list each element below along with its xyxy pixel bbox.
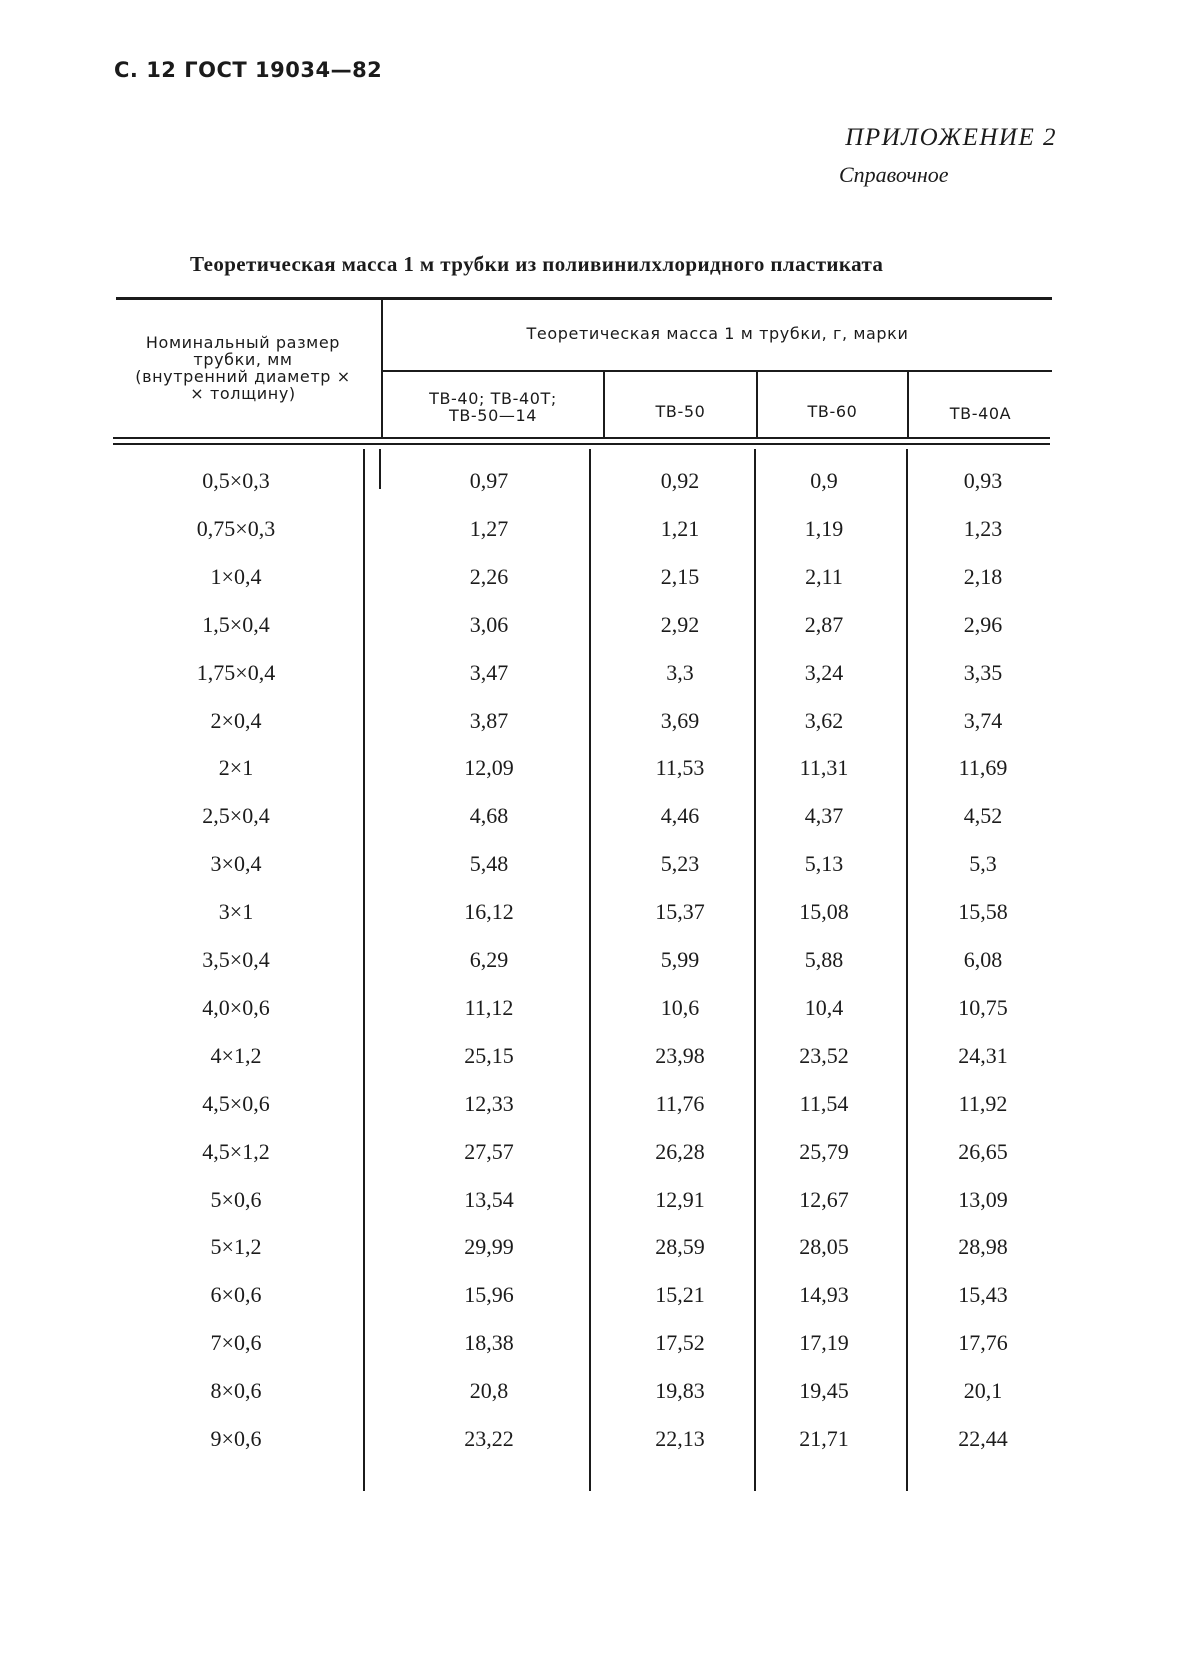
row-mass-cell: 19,83 — [655, 1378, 705, 1404]
row-mass-cell: 28,59 — [655, 1234, 705, 1260]
column-header-tv40 — [383, 390, 603, 424]
row-mass-cell: 15,43 — [958, 1282, 1008, 1308]
mass-header-rule — [383, 370, 1052, 372]
row-size-cell: 2,5×0,4 — [202, 803, 270, 829]
row-mass-cell: 1,19 — [804, 515, 844, 541]
row-mass-cell: 1,23 — [963, 515, 1003, 541]
row-mass-cell: 10,4 — [804, 994, 844, 1020]
row-mass-cell: 2,18 — [963, 563, 1003, 589]
column-divider-5-body — [906, 449, 908, 1491]
row-mass-cell: 0,92 — [660, 468, 700, 493]
row-mass-cell: 10,6 — [660, 994, 700, 1020]
row-mass-cell: 13,09 — [958, 1186, 1008, 1212]
row-mass-cell: 5,88 — [804, 947, 844, 972]
row-size-cell: 3,5×0,4 — [202, 947, 270, 972]
size-header-line: Номинальный размер — [145, 333, 341, 352]
row-mass-cell: 5,48 — [469, 851, 509, 877]
row-mass-cell: 4,46 — [660, 803, 700, 829]
row-size-cell: 2×0,4 — [210, 707, 262, 733]
row-mass-cell: 17,52 — [655, 1330, 705, 1356]
row-mass-cell: 11,12 — [464, 994, 514, 1020]
row-mass-cell: 3,3 — [666, 659, 694, 685]
column-header-line: ТВ-50—14 — [448, 406, 538, 425]
row-mass-cell: 5,13 — [804, 851, 844, 877]
row-size-cell: 8×0,6 — [210, 1378, 262, 1404]
row-mass-cell: 11,54 — [799, 1090, 849, 1116]
row-mass-cell: 27,57 — [464, 1138, 514, 1164]
row-mass-cell: 4,68 — [469, 803, 509, 829]
row-mass-cell: 2,11 — [805, 563, 843, 589]
row-size-cell: 1×0,4 — [210, 563, 262, 589]
row-mass-cell: 1,27 — [469, 515, 509, 541]
row-mass-cell: 5,23 — [660, 851, 700, 877]
row-size-cell: 5×0,6 — [210, 1186, 262, 1212]
row-mass-cell: 12,33 — [464, 1090, 514, 1116]
row-mass-cell: 12,09 — [464, 755, 514, 781]
row-mass-cell: 5,99 — [660, 947, 700, 972]
row-size-cell: 2×1 — [218, 755, 254, 781]
row-mass-cell: 13,54 — [464, 1186, 514, 1212]
row-mass-cell: 10,75 — [958, 994, 1008, 1020]
row-size-cell: 3×1 — [218, 899, 254, 925]
row-mass-cell: 21,71 — [799, 1426, 849, 1451]
row-mass-cell: 6,29 — [469, 947, 509, 972]
row-size-cell: 4×1,2 — [210, 1042, 262, 1068]
row-mass-cell: 15,96 — [464, 1282, 514, 1308]
row-mass-cell: 12,91 — [655, 1186, 705, 1212]
table-top-rule — [116, 297, 1052, 300]
column-header-tv40a: ТВ-40А — [949, 404, 1012, 423]
mass-column-header: Теоретическая масса 1 м трубки, г, марки — [526, 324, 909, 343]
row-mass-cell: 3,35 — [963, 659, 1003, 685]
row-mass-cell: 11,69 — [958, 755, 1008, 781]
row-mass-cell: 2,87 — [804, 611, 844, 637]
row-mass-cell: 22,44 — [958, 1426, 1008, 1451]
row-size-cell: 6×0,6 — [210, 1282, 262, 1308]
row-mass-cell: 17,19 — [799, 1330, 849, 1356]
row-mass-cell: 6,08 — [963, 947, 1003, 972]
row-mass-cell: 15,58 — [958, 899, 1008, 925]
row-mass-cell: 2,26 — [469, 563, 509, 589]
row-mass-cell: 26,65 — [958, 1138, 1008, 1164]
column-divider-3-body — [589, 449, 591, 1491]
row-mass-cell: 28,05 — [799, 1234, 849, 1260]
row-mass-cell: 23,22 — [464, 1426, 514, 1451]
table-title: Теоретическая масса 1 м трубки из поливинилхлоридного пластиката — [190, 252, 884, 276]
row-size-cell: 7×0,6 — [210, 1330, 262, 1356]
row-mass-cell: 2,96 — [963, 611, 1003, 637]
column-divider-2-body — [363, 449, 365, 1491]
row-mass-cell: 15,37 — [655, 899, 705, 925]
row-size-cell: 0,5×0,3 — [202, 468, 270, 493]
row-mass-cell: 0,97 — [469, 468, 509, 493]
row-mass-cell: 29,99 — [464, 1234, 514, 1260]
header-bottom-rule-1 — [113, 437, 1050, 439]
row-mass-cell: 18,38 — [464, 1330, 514, 1356]
column-divider-1-body — [379, 449, 381, 489]
row-mass-cell: 11,31 — [799, 755, 849, 781]
row-size-cell: 4,5×1,2 — [202, 1138, 270, 1164]
row-mass-cell: 11,53 — [655, 755, 705, 781]
row-mass-cell: 23,52 — [799, 1042, 849, 1068]
row-mass-cell: 1,21 — [660, 515, 700, 541]
row-mass-cell: 20,1 — [963, 1378, 1003, 1404]
row-mass-cell: 3,47 — [469, 659, 509, 685]
column-header-tv60: ТВ-60 — [807, 402, 858, 421]
column-header-line: ТВ-40; ТВ-40Т; — [429, 389, 557, 408]
row-mass-cell: 0,9 — [810, 468, 838, 493]
row-size-cell: 4,5×0,6 — [202, 1090, 270, 1116]
row-size-cell: 1,75×0,4 — [196, 659, 276, 685]
row-mass-cell: 2,92 — [660, 611, 700, 637]
column-divider-4-body — [754, 449, 756, 1491]
row-mass-cell: 25,79 — [799, 1138, 849, 1164]
row-mass-cell: 28,98 — [958, 1234, 1008, 1260]
size-header-line: × толщину) — [190, 384, 296, 403]
row-mass-cell: 25,15 — [464, 1042, 514, 1068]
column-header-tv50: ТВ-50 — [655, 402, 706, 421]
row-mass-cell: 5,3 — [969, 851, 997, 877]
row-mass-cell: 15,21 — [655, 1282, 705, 1308]
appendix-subtitle: Справочное — [839, 162, 949, 187]
row-mass-cell: 14,93 — [799, 1282, 849, 1308]
row-mass-cell: 0,93 — [963, 468, 1003, 493]
row-mass-cell: 4,52 — [963, 803, 1003, 829]
row-mass-cell: 11,76 — [655, 1090, 705, 1116]
row-size-cell: 5×1,2 — [210, 1234, 262, 1260]
row-mass-cell: 3,69 — [660, 707, 700, 733]
row-mass-cell: 19,45 — [799, 1378, 849, 1404]
row-mass-cell: 12,67 — [799, 1186, 849, 1212]
row-size-cell: 0,75×0,3 — [196, 515, 276, 541]
row-mass-cell: 3,87 — [469, 707, 509, 733]
row-mass-cell: 24,31 — [958, 1042, 1008, 1068]
row-mass-cell: 26,28 — [655, 1138, 705, 1164]
row-mass-cell: 23,98 — [655, 1042, 705, 1068]
row-mass-cell: 2,15 — [660, 563, 700, 589]
row-mass-cell: 3,24 — [804, 659, 844, 685]
row-mass-cell: 3,62 — [804, 707, 844, 733]
size-column-header — [118, 334, 368, 402]
row-mass-cell: 4,37 — [804, 803, 844, 829]
size-header-line: (внутренний диаметр × — [135, 367, 351, 386]
appendix-title: ПРИЛОЖЕНИЕ 2 — [845, 124, 1057, 151]
row-size-cell: 4,0×0,6 — [202, 994, 270, 1020]
row-mass-cell: 22,13 — [655, 1426, 705, 1451]
row-mass-cell: 3,06 — [469, 611, 509, 637]
row-mass-cell: 11,92 — [958, 1090, 1008, 1116]
row-size-cell: 9×0,6 — [210, 1426, 262, 1451]
row-mass-cell: 20,8 — [469, 1378, 509, 1404]
row-size-cell: 1,5×0,4 — [202, 611, 270, 637]
row-mass-cell: 16,12 — [464, 899, 514, 925]
row-mass-cell: 3,74 — [963, 707, 1003, 733]
row-mass-cell: 15,08 — [799, 899, 849, 925]
row-mass-cell: 17,76 — [958, 1330, 1008, 1356]
row-size-cell: 3×0,4 — [210, 851, 262, 877]
size-header-line: трубки, мм — [193, 350, 293, 369]
header-bottom-rule-2 — [113, 443, 1050, 445]
page-header: С. 12 ГОСТ 19034—82 — [114, 58, 383, 82]
